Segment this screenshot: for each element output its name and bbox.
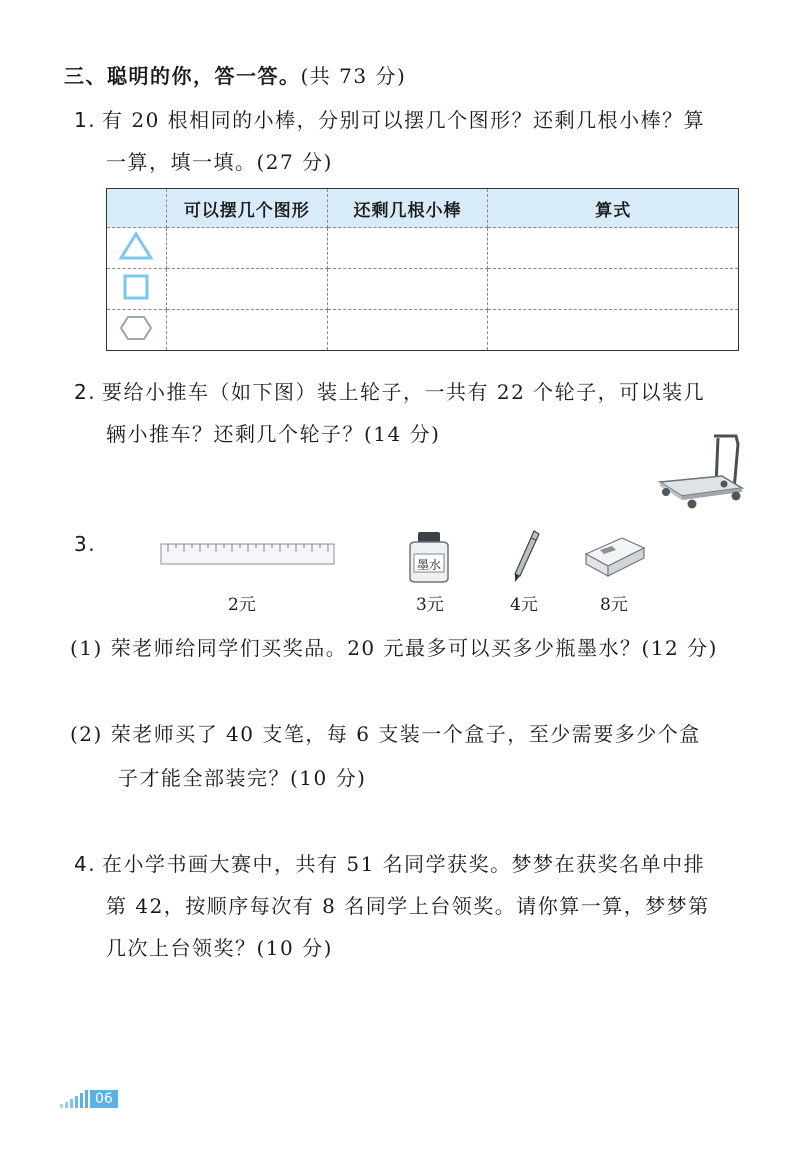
q1-line2 — [106, 146, 333, 175]
q2-number: 2. — [74, 380, 97, 404]
table-row — [107, 228, 739, 269]
table-header-row — [107, 189, 739, 228]
shape-cell — [107, 228, 167, 269]
q3-line — [74, 532, 102, 556]
shape-count-cell[interactable] — [166, 269, 327, 310]
remaining-cell[interactable] — [327, 310, 488, 351]
q4-line3 — [106, 932, 333, 961]
section-title-text: 三、聪明的你，答一答。 — [64, 64, 301, 88]
ink-bottle-label: 墨水 — [417, 558, 442, 572]
q4-line1 — [74, 848, 705, 877]
shape-cell — [107, 310, 167, 351]
header-empty — [107, 189, 167, 228]
header-remaining: 还剩几根小棒 — [327, 189, 488, 228]
table-row — [107, 269, 739, 310]
q4-text-line3: 几次上台领奖？(10 分) — [106, 936, 333, 960]
formula-cell[interactable] — [488, 310, 739, 351]
q3-number: 3. — [74, 532, 97, 556]
shape-count-cell[interactable] — [166, 310, 327, 351]
section-title — [64, 60, 406, 89]
q3-sub2-line1 — [70, 718, 701, 747]
page-number: 06 — [90, 1090, 118, 1108]
remaining-cell[interactable] — [327, 228, 488, 269]
q3-sub2-text-line2: 子才能全部装完？(10 分) — [118, 766, 367, 790]
header-shape-count: 可以摆几个图形 — [166, 189, 327, 228]
eraser-image — [582, 530, 648, 580]
pen-price: 4元 — [510, 595, 538, 615]
q2-text-line1: 要给小推车（如下图）装上轮子，一共有 22 个轮子，可以装几 — [102, 380, 706, 404]
eraser-price: 8元 — [600, 595, 628, 615]
hexagon-icon — [119, 313, 153, 343]
ruler-price: 2元 — [228, 595, 256, 615]
q2-line1 — [74, 376, 705, 405]
q3-sub2-text-line1: 荣老师买了 40 支笔，每 6 支装一个盒子，至少需要多少个盒 — [110, 722, 701, 746]
pen-image — [506, 528, 542, 584]
section-score: (共 73 分) — [300, 64, 407, 88]
q1-text-line2: 一算，填一填。(27 分) — [106, 150, 333, 174]
q1-text-line1: 有 20 根相同的小棒，分别可以摆几个图形？还剩几根小棒？算 — [102, 108, 706, 132]
ruler-image — [160, 540, 336, 568]
q3-sub2-number: (2) — [70, 722, 103, 746]
q1-line1 — [74, 104, 705, 133]
bar-steps-icon — [60, 1090, 90, 1108]
q4-text-line2: 第 42，按顺序每次有 8 名同学上台领奖。请你算一算，梦梦第 — [106, 894, 710, 918]
shape-count-cell[interactable] — [166, 228, 327, 269]
q4-number: 4. — [74, 852, 97, 876]
formula-cell[interactable] — [488, 269, 739, 310]
q2-line2 — [106, 418, 440, 447]
ink-price: 3元 — [416, 595, 444, 615]
table-row — [107, 310, 739, 351]
answer-table — [106, 188, 739, 351]
header-formula: 算式 — [488, 189, 739, 228]
triangle-icon — [118, 231, 154, 261]
q3-sub1-number: (1) — [70, 636, 103, 660]
q3-sub1-text: 荣老师给同学们买奖品。20 元最多可以买多少瓶墨水？(12 分) — [110, 636, 718, 660]
q4-line2 — [106, 890, 710, 919]
q3-sub2-line2 — [118, 762, 366, 791]
q3-sub1-line1 — [70, 632, 718, 661]
shape-cell — [107, 269, 167, 310]
square-icon — [121, 272, 151, 302]
formula-cell[interactable] — [488, 228, 739, 269]
page-number-badge — [60, 1090, 118, 1108]
q2-text-line2: 辆小推车？还剩几个轮子？(14 分) — [106, 422, 441, 446]
q4-text-line1: 在小学书画大赛中，共有 51 名同学获奖。梦梦在获奖名单中排 — [102, 852, 706, 876]
remaining-cell[interactable] — [327, 269, 488, 310]
hand-truck-image — [652, 432, 748, 512]
q1-number: 1. — [74, 108, 97, 132]
